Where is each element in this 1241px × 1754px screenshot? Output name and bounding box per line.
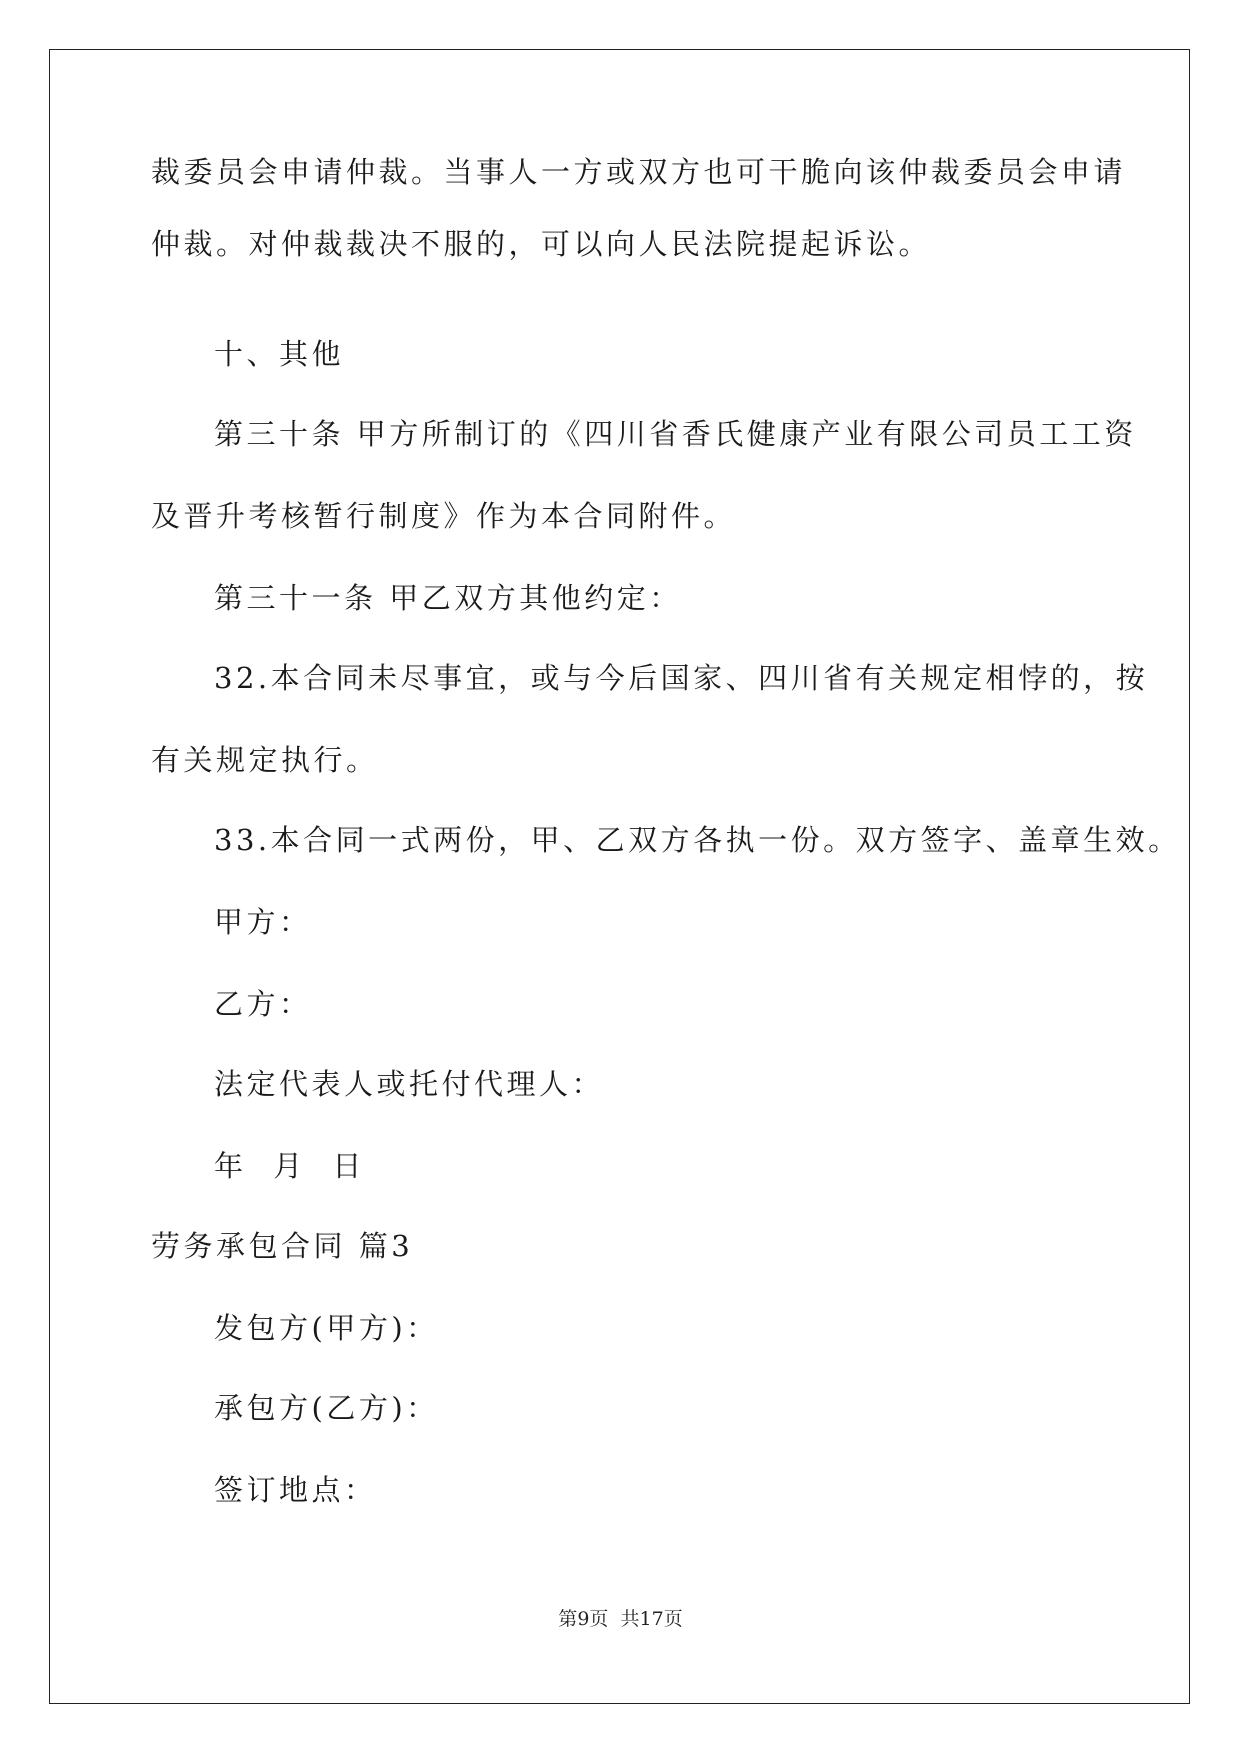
footer-mid: 页 共 <box>589 1608 640 1630</box>
footer-suffix: 页 <box>663 1608 683 1630</box>
page-border <box>49 49 1190 1704</box>
text-line: 33.本合同一式两份，甲、乙双方各执一份。双方签字、盖章生效。 <box>214 823 1181 857</box>
text-line: 签订地点： <box>214 1473 377 1507</box>
text-line: 有关规定执行。 <box>151 743 379 777</box>
section-heading: 十、其他 <box>214 337 345 371</box>
text-line: 32.本合同未尽事宜，或与今后国家、四川省有关规定相悖的，按 <box>214 661 1149 695</box>
footer-prefix: 第 <box>558 1608 578 1630</box>
contract-title: 劳务承包合同 篇3 <box>151 1229 414 1263</box>
text-line: 第三十一条 甲乙双方其他约定： <box>214 581 682 615</box>
text-line: 发包方(甲方)： <box>214 1311 439 1345</box>
signature-label-party-a: 甲方： <box>214 905 312 939</box>
signature-label-representative: 法定代表人或托付代理人： <box>214 1067 605 1101</box>
text-line: 裁委员会申请仲裁。当事人一方或双方也可干脆向该仲裁委员会申请 <box>151 155 1127 189</box>
date-line: 年 月 日 <box>214 1149 365 1183</box>
page-footer <box>0 1607 1241 1631</box>
signature-label-party-b: 乙方： <box>214 987 312 1021</box>
text-line: 承包方(乙方)： <box>214 1391 439 1425</box>
text-line: 仲裁。对仲裁裁决不服的，可以向人民法院提起诉讼。 <box>151 227 932 261</box>
text-line: 第三十条 甲方所制订的《四川省香氏健康产业有限公司员工工资 <box>214 417 1137 451</box>
text-line: 及晋升考核暂行制度》作为本合同附件。 <box>151 499 737 533</box>
page-number: 9 <box>577 1608 590 1630</box>
page-total: 17 <box>639 1608 664 1630</box>
